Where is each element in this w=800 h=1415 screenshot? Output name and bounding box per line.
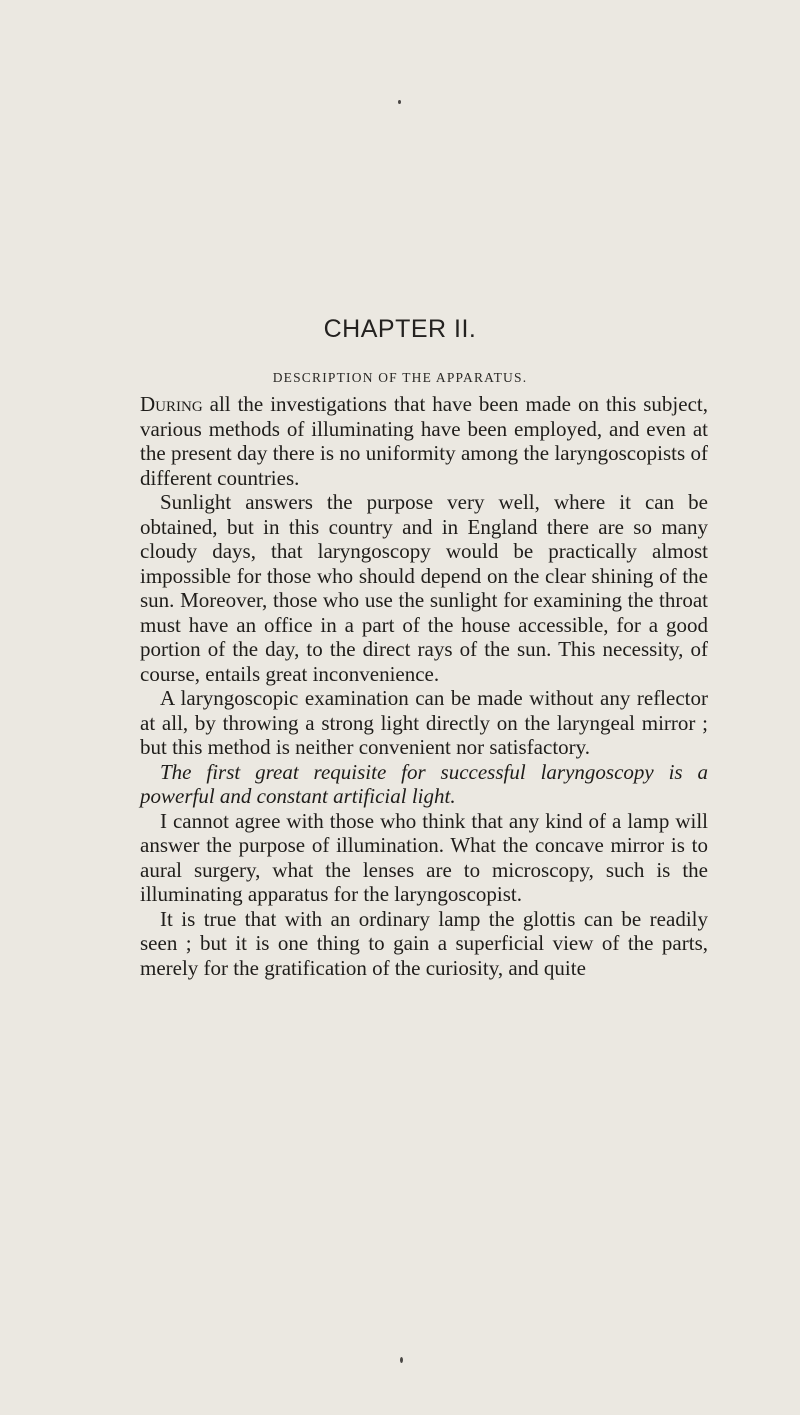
paragraph: A laryngoscopic examination can be made without any reflector at all, by throwing a strong light directly on the laryngeal mirror ; but this method is neither convenient nor satisfactory. xyxy=(140,686,708,759)
paragraph: I cannot agree with those who think that any kind of a lamp will answer the purpose of illumination. What the concave mirror is to aural surgery, what the lenses are to microscopy, such is the illuminating apparatus for the laryngoscopist. xyxy=(140,808,708,906)
body-text xyxy=(140,392,708,980)
paragraph-emphasis: The first great requisite for successful laryngoscopy is a powerful and constant artificial light. xyxy=(140,759,708,808)
drop-word: During xyxy=(140,392,203,416)
chapter-title: CHAPTER II. xyxy=(323,315,477,343)
paragraph xyxy=(140,392,708,490)
section-title: DESCRIPTION OF THE APPARATUS. xyxy=(272,370,528,385)
paragraph: Sunlight answers the purpose very well, where it can be obtained, but in this country and in England there are so many cloudy days, that laryngoscopy would be practically almost impossible for those who should depend on the clear shining of the sun. Moreover, those who use the sunlight for examining the throat must have an office in a part of the house accessible, for a good portion of the day, to the direct rays of the sun. This necessity, of course, entails great inconvenience. xyxy=(140,490,708,686)
paragraph-text: all the investigations that have been made on this subject, various methods of illuminating have been employed, and even at the present day there is no uniformity among the laryngoscopists of different countries. xyxy=(140,392,708,490)
print-speck xyxy=(400,1357,403,1363)
print-speck xyxy=(398,100,401,104)
paragraph: It is true that with an ordinary lamp the glottis can be readily seen ; but it is one thing to gain a superficial view of the parts, merely for the gratification of the curiosity, and quite xyxy=(140,906,708,980)
